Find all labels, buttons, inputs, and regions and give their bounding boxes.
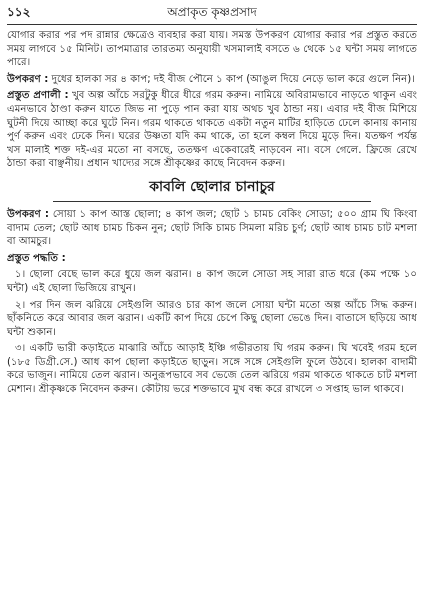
recipe-ingredients-paragraph	[7, 208, 417, 249]
step-paragraph: ১। ছোলা বেছে ভাল করে ধুয়ে জল ঝরান। ৪ কাপ জলে সোডা সহ সারা রাত ধরে (কম পক্ষে ১০ ঘন্টা) এই ছোলা ভিজিয়ে রাখুন।	[7, 269, 417, 294]
ingredients-text: দুধের হালকা সর ৪ কাপ; দই বীজ পৌনে ১ কাপ (আঙুল দিয়ে নেড়ে ভাল করে গুলে নিন)।	[48, 73, 415, 85]
method-text: খুব অল্প আঁচে সরটুকু ধীরে ধীরে গরম করুন। নামিয়ে অবিরামভাবে নাড়তে থাকুন এবং এমনভাবে ঠাণ্ডা করুন যাতে জিভ না পুড়ে পান করা যায় অথচ খুব ঠান্ডা নয়। এবার দই বীজ মিশিয়ে ঘুটনী দিয়ে আচ্ছা করে ঘুটে নিন। গরম থাকতে থাকতে একটা নতুন মাটির হাড়িতে ঢেলে কানায় কানায় পুর্ণ করুন এবং ঢেকে দিন। ঘরের উষ্ণতা যদি কম থাকে, তা হলে কম্বল দিয়ে মুড়ে দিন। যতক্ষণ পর্যন্ত খস মালাই শক্ত দই-এর মতো না বসছে, ততক্ষণ একেবারেই নাড়বেন না। বসে গেলে. ফ্রিজে রেখে ঠান্ডা করা বাঞ্ছনীয়। প্রধান খাদ্যের সঙ্গে শ্রীকৃষ্ণের কাছে নিবেদন করুন।	[7, 90, 418, 170]
running-title: অপ্রাকৃত কৃষ্ণপ্রসাদ	[167, 5, 257, 19]
method-label: প্রস্তুত প্রণালী :	[7, 90, 69, 102]
header-rule	[7, 24, 417, 25]
recipe-steps	[7, 268, 417, 396]
page-header	[7, 4, 417, 22]
step-paragraph: ২। পর দিন জল ঝরিয়ে সেইগুলি আরও চার কাপ জলে সোয়া ঘন্টা মতো অল্প আঁচে সিদ্ধ করুন। ছাঁকনিতে করে আবার জল ঝরান। একটি কাপ দিয়ে চেপে কিছু ছোলা ভেঙে দিন। বাতাসে ছড়িয়ে আধ ঘন্টা শুকান।	[7, 299, 417, 338]
ingredients-paragraph	[7, 73, 417, 87]
ingredients-label: উপকরণ :	[7, 73, 49, 85]
recipe-ingredients-text: সোয়া ১ কাপ আস্ত ছোলা; ৪ কাপ জল; ছোট ১ চামচ বেকিং সোডা; ৫০০ গ্রাম ঘি কিংবা বাদাম তেল; ছোট আধ চামচ চিকন নুন; ছোট সিকি চামচ সিমলা মরিচ চুর্ণ; ছোট আধ চামচ চাট মশলা বা আমচুর।	[7, 208, 417, 248]
step-paragraph: ৩। একটি ভারী কড়াইতে মাঝারি আঁচে আড়াই ইঞ্চি গভীরতায় ঘি গরম করুন। ঘি খবেই গরম হলে (১৮৫ ডিগ্রী.সে.) আধ কাপ ছোলা কড়াইতে ছাড়ুন। সঙ্গে সঙ্গে সেইগুলি ফুলে উঠবে। হালকা বাদামী করে ভাজুন। নামিয়ে তেল ঝরান। অনুরূপভাবে সব ভেজে তেল ঝরিয়ে গরম থাকতে থাকতে চাট মশলা মেশান। শ্রীকৃষ্ণকে নিবেদন করুন। কৌটায় ভরে শক্তভাবে মুখ বন্ধ করে রাখলে ৩ সপ্তাহ ভাল থাকবে।	[7, 343, 417, 396]
recipe-ingredients-label: উপকরণ :	[7, 208, 50, 220]
method-paragraph	[7, 89, 417, 171]
intro-paragraph: যোগার করার পর পদ রান্নার ক্ষেত্রেও ব্যবহার করা যায়। সমস্ত উপকরণ যোগার করার পর প্রস্তুত করতে সময় লাগবে ১৫ মিনিট। তাপমাত্রার তারতম্য অনুযায়ী খসমালাই বসতে ৬ থেকে ১৫ ঘন্টা সময় লাগতে পারে।	[7, 30, 417, 69]
page-number: ১১২	[7, 5, 31, 19]
recipe-title: কাবলি ছোলার চানাচুর	[53, 175, 371, 202]
recipe-method-heading: প্রস্তুত পদ্ধতি :	[7, 252, 66, 264]
